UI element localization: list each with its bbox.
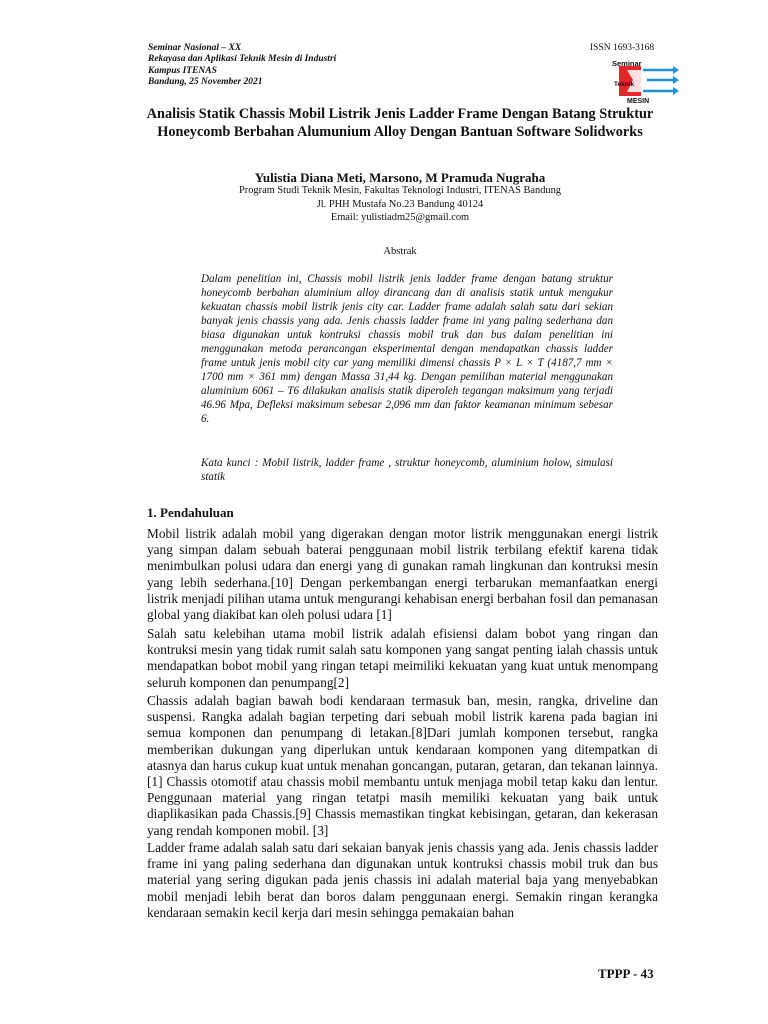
issn-label: ISSN 1693-3168 (590, 43, 655, 53)
conference-name: Seminar Nasional – XX (148, 43, 242, 53)
paper-title: Analisis Statik Chassis Mobil Listrik Jenis Ladder Frame Dengan Batang Struktur Honeycomb Berbahan Alumunium Alloy Dengan Bantuan Software Solidworks (146, 106, 654, 140)
affiliation-email: Email: yulistiadm25@gmail.com (330, 212, 470, 224)
affiliation-block (140, 184, 660, 225)
logo-arrow-head-3 (673, 87, 679, 95)
body-paragraph-4: Ladder frame adalah salah satu dari sekaian banyak jenis chassis yang ada. Jenis chassis ladder frame ini yang paling sederhana dan digunakan untuk kontruksi chassis mobil truk dan bus material yang sering digukan pada jenis chassis ini adalah material baja yang menyebabkan mobil menjadi lebih berat dan boros dalam penggunaan energi. Semakin ringan kerangka kendaraan semakin kecil kerja dari mesin sehingga pemakaian bahan (147, 840, 658, 920)
keywords-text: Kata kunci : Mobil listrik, ladder frame , struktur honeycomb, aluminium holow, simulasi statik (201, 457, 613, 483)
seminar-teknik-mesin-logo (597, 58, 679, 104)
logo-word-seminar: Seminar (612, 59, 642, 68)
conference-theme: Rekayasa dan Aplikasi Teknik Mesin di Industri (148, 54, 337, 65)
section-heading-introduction: 1. Pendahuluan (147, 505, 234, 520)
conference-date: Bandung, 25 November 2021 (148, 76, 263, 87)
author-list: Yulistia Diana Meti, Marsono, M Pramuda Nugraha (254, 170, 546, 185)
logo-word-mesin: MESIN (627, 98, 650, 104)
abstract-heading: Abstrak (383, 246, 417, 257)
logo-word-teknik: Teknik (614, 81, 635, 88)
logo-arrow-head-1 (673, 66, 679, 74)
body-paragraph-1: Mobil listrik adalah mobil yang digerakan dengan motor listrik menggunakan energi listrik yang simpan dalam sebuah baterai penggunaan mobil listrik terbilang efektif karena tidak menimbulkan polusi udara dan energi yang di gunakan ramah lingkunan dan kontruksi mesin yang lebih sederhana.[10] Dengan perkembangan energi terbarukan memanfaatkan energi listrik menjadi pilihan utama untuk mengurangi kehabisan energi berbahan fosil dan pemanasan global yang diakibat kan oleh polusi udara [1] (147, 526, 658, 623)
conference-header (148, 43, 336, 88)
body-paragraph-3: Chassis adalah bagian bawah bodi kendaraan termasuk ban, mesin, rangka, driveline dan suspensi. Rangka adalah bagian terpeting dari sebuah mobil listrik karena pada bagian ini semua komponen dan penumpang di letakan.[8]Dari jumlah komponen tersebut, rangka memberikan dukungan yang diperlukan untuk kendaraan komponen yang ditempatkan di atasnya dan harus cukup kuat untuk menahan goncangan, putaran, getaran, dan tekanan lainnya.[1] Chassis otomotif atau chassis mobil membantu untuk menjaga mobil tetap kaku dan lentur. Penggunaan material yang ringan tetatpi masih memiliki kekuatan yang baik untuk diaplikasikan pada Chassis.[9] Chassis memastikan tingkat kebisingan, getaran, dan kekerasan yang rendah komponen mobil. [3] (147, 693, 659, 838)
logo-arrow-head-2 (673, 76, 679, 84)
affiliation-address: Jl. PHH Mustafa No.23 Bandung 40124 (316, 198, 484, 210)
conference-venue: Kampus ITENAS (148, 65, 217, 76)
affiliation-program: Program Studi Teknik Mesin, Fakultas Teknologi Industri, ITENAS Bandung (239, 185, 561, 196)
page-number: TPPP - 43 (598, 966, 654, 981)
body-paragraph-2: Salah satu kelebihan utama mobil listrik adalah efisiensi dalam bobot yang ringan dan kontruksi mesin yang tidak rumit salah satu komponen yang sangat penting ialah chassis untuk mendapatkan bobot mobil yang ringan tetapi meimiliki kekuatan yang kuat untuk menompang seluruh komponen dan penumpang[2] (147, 626, 658, 690)
abstract-text: Dalam penelitian ini, Chassis mobil listrik jenis ladder frame dengan batang struktur honeycomb berbahan aluminium alloy dirancang dan di analisis statik untuk mengukur kekuatan chassis mobil listrik jenis city car. Ladder frame adalah salah satu dari sekian banyak jenis chassis yang ada. Jenis chassis ladder frame ini yang paling sederhana dan biasa digunakan untuk kontruksi chassis mobil truk dan bus dalam penelitian ini menggunakan metoda perancangan eksperimental dengan mendapatkan chassis ladder frame untuk jenis mobil city car yang memiliki dimensi chassis P × L × T (4187,7 mm × 1700 mm × 361 mm) dengan Massa 31,44 kg. Dengan pemilihan material menggunakan aluminium 6061 – T6 dilakukan analisis statik diperoleh tegangan maksimum yang terjadi 46.96 Mpa, Defleksi maksimum sebesar 2,096 mm dan faktor keamanan minimum sebesar 6. (201, 273, 613, 425)
